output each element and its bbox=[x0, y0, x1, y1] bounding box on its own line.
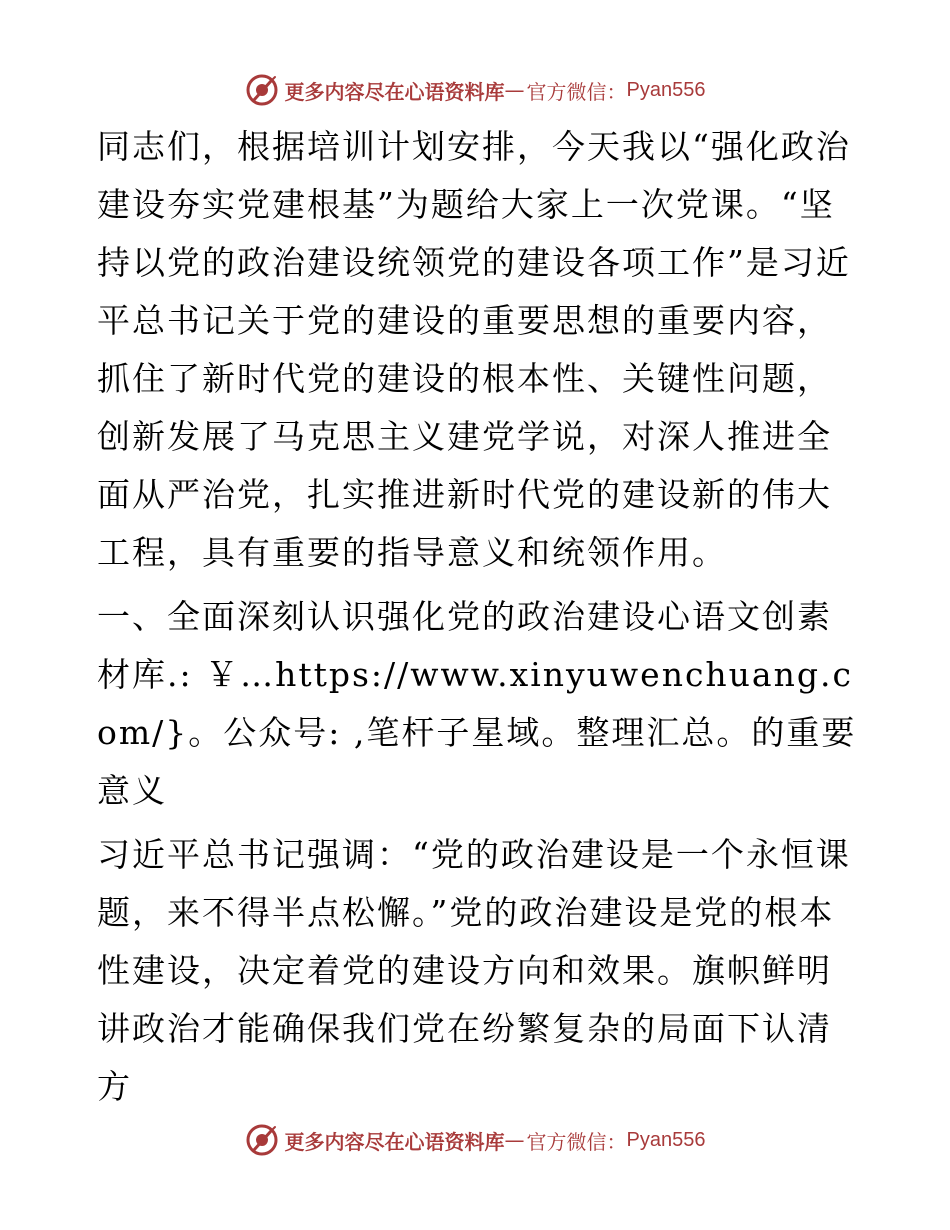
header-banner bbox=[0, 70, 950, 110]
document-body bbox=[97, 118, 857, 1116]
header-dash: — bbox=[504, 78, 525, 102]
header-wechat-label: 官方微信： bbox=[526, 79, 627, 104]
footer-site-text: 更多内容尽在心语资料库 bbox=[284, 1129, 505, 1154]
header-site-text: 更多内容尽在心语资料库 bbox=[284, 79, 505, 104]
footer-wechat-id: Pyan556 bbox=[626, 1128, 706, 1151]
paragraph-quote: 习近平总书记强调：“党的政治建设是一个永恒课题，来不得半点松懈。”党的政治建设是党的根本性建设，决定着党的建设方向和效果。旗帜鲜明讲政治才能确保我们党在纷繁复杂的局面下认清方 bbox=[97, 835, 851, 1106]
paragraph-intro: 同志们，根据培训计划安排，今天我以“强化政治建设夯实党建根基”为题给大家上一次党课。“坚持以党的政治建设统领党的建设各项工作”是习近平总书记关于党的建设的重要思想的重要内容，抓住了新时代党的建设的根本性、关键性问题，创新发展了马克思主义建党学说，对深人推进全面从严治党，扎实推进新时代党的建设新的伟大工程，具有重要的指导意义和统领作用。 bbox=[97, 127, 851, 572]
paragraph-section-heading: 一、全面深刻认识强化党的政治建设心语文创素材库.: ￥…https://www.xinyuwenchuang.com/}。公众号: ,笔杆子星域。整理汇总。的重要意义 bbox=[97, 597, 857, 810]
logo-icon bbox=[245, 1123, 279, 1157]
logo-icon bbox=[245, 73, 279, 107]
footer-wechat-label: 官方微信： bbox=[526, 1129, 627, 1154]
header-wechat-id: Pyan556 bbox=[626, 78, 706, 101]
footer-dash: — bbox=[504, 1128, 525, 1152]
footer-banner bbox=[0, 1120, 950, 1160]
